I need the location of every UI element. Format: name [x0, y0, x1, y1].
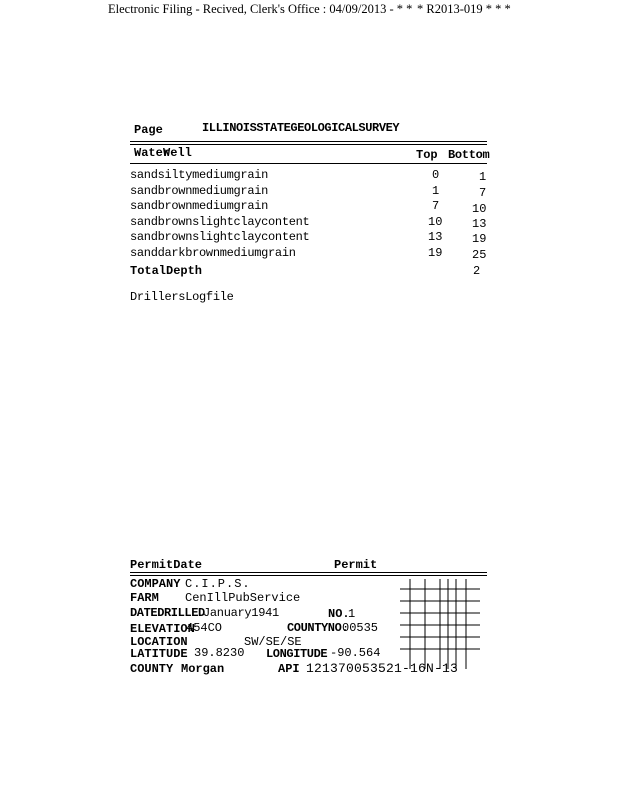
- table-row: sandbrownslightclaycontent: [130, 230, 310, 244]
- row-bottom: 1: [479, 170, 487, 184]
- filing-header-text: Electronic Filing - Recived, Clerk's Office : 04/09/2013 - * *: [108, 2, 413, 16]
- row-bottom: 25: [472, 248, 487, 262]
- row-bottom: 13: [472, 217, 487, 231]
- table-rule: [130, 163, 487, 164]
- col-well: Well: [163, 146, 192, 160]
- farm-value: CenIllPubService: [185, 591, 301, 605]
- row-top: 13: [428, 230, 443, 244]
- filing-header: [108, 2, 412, 17]
- row-top: 1: [432, 184, 440, 198]
- longitude-label: LONGITUDE: [266, 647, 328, 661]
- row-bottom: 10: [472, 202, 487, 216]
- row-top: 7: [432, 199, 440, 213]
- no-label: NO.: [328, 607, 350, 621]
- col-water: Water: [134, 146, 171, 160]
- row-top: 0: [432, 168, 440, 182]
- no-value: 1: [348, 607, 356, 621]
- county-value: Morgan: [181, 662, 225, 676]
- header-rule-bottom: [130, 144, 487, 145]
- date-drilled-label: DATEDRILLED: [130, 606, 205, 620]
- table-row: sandbrownmediumgrain: [130, 199, 269, 213]
- latitude-label: LATITUDE: [130, 647, 188, 661]
- permit-date-label: PermitDate: [130, 558, 203, 572]
- table-row: sanddarkbrownmediumgrain: [130, 246, 296, 260]
- latitude-value: 39.8230: [194, 646, 245, 660]
- farm-label: FARM: [130, 591, 159, 605]
- survey-title: ILLINOISSTATEGEOLOGICALSURVEY: [202, 121, 400, 135]
- date-drilled-value: January1941: [203, 606, 279, 620]
- elevation-label: ELEVATION: [130, 622, 195, 636]
- total-depth-label: TotalDepth: [130, 264, 203, 278]
- footer-rule-bottom: [130, 575, 487, 576]
- section-grid-icon: [400, 579, 480, 669]
- county-no-value: 00535: [342, 621, 379, 635]
- company-label: COMPANY: [130, 577, 181, 591]
- table-row: sandbrownmediumgrain: [130, 184, 269, 198]
- longitude-value: -90.564: [330, 646, 381, 660]
- row-bottom: 7: [479, 186, 487, 200]
- drillers-log-label: DrillersLogfile: [130, 290, 234, 304]
- row-bottom: 19: [472, 232, 487, 246]
- col-bottom: Bottom: [448, 148, 490, 162]
- footer-rule-top: [130, 572, 487, 573]
- county-no-label: COUNTYNO.: [287, 621, 349, 635]
- col-top: Top: [416, 148, 438, 162]
- table-row: sandsiltymediumgrain: [130, 168, 269, 182]
- table-row: sandbrownslightclaycontent: [130, 215, 310, 229]
- location-label: LOCATION: [130, 635, 188, 649]
- county-label: COUNTY: [130, 662, 174, 676]
- total-depth-value: 2: [473, 264, 481, 278]
- page-label: Page: [134, 123, 163, 137]
- filing-ref: * R2013-019 * * *: [417, 2, 511, 16]
- company-value: C.I.P.S.: [185, 577, 251, 591]
- api-value: 121370053521-16N-13: [306, 661, 459, 676]
- row-top: 10: [428, 215, 443, 229]
- header-rule-top: [130, 141, 487, 142]
- location-value: SW/SE/SE: [244, 635, 302, 649]
- elevation-value: 454CO: [186, 621, 223, 635]
- api-label: API: [278, 662, 300, 676]
- permit-label: Permit: [334, 558, 378, 572]
- row-top: 19: [428, 246, 443, 260]
